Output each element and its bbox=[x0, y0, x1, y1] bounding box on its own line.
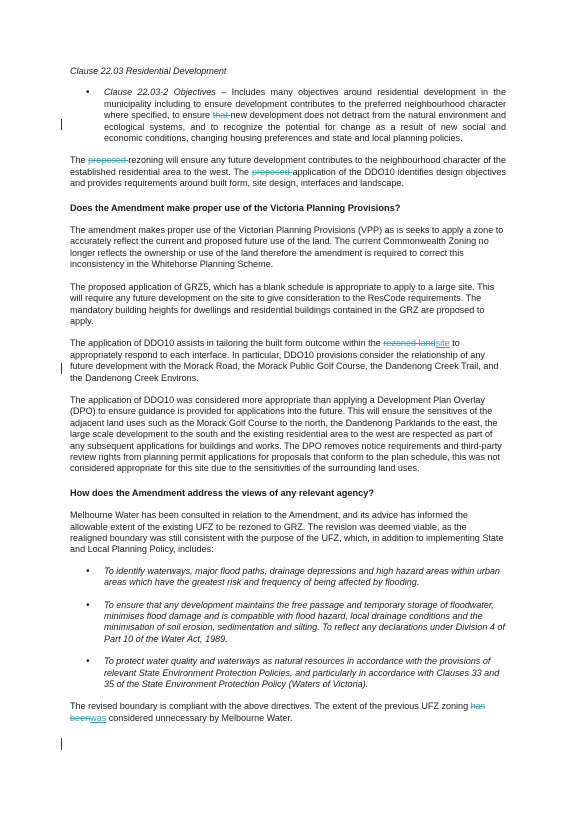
deleted-text: rezoned land bbox=[383, 338, 436, 349]
list-item: • To identify waterways, major flood paths, drainage depressions and high hazard areas within urban areas which have the greatest risk and frequency of being affected by flooding. bbox=[70, 566, 506, 589]
paragraph-rezoning bbox=[70, 155, 506, 189]
paragraph-revised-boundary bbox=[70, 701, 506, 724]
clause-title: Clause 22.03 Residential Development bbox=[70, 66, 227, 76]
text-run: The application of DDO10 assists in tailoring the built form outcome within the bbox=[70, 338, 384, 349]
deleted-text: that bbox=[212, 110, 231, 121]
text-run: The revised boundary is compliant with the above directives. The extent of the previous UFZ zoning bbox=[70, 701, 471, 712]
objective-lead: Clause 22.03-2 Objectives bbox=[104, 87, 216, 98]
list-item: • To protect water quality and waterways as natural resources in accordance with the provisions of relevant State Environment Protection Policies, and particularly in accordance with Clauses 33 and 35 of the State Environment Protection Policy (Waters of Victoria). bbox=[70, 656, 506, 690]
section-heading: Does the Amendment make proper use of the Victoria Planning Provisions? bbox=[70, 202, 401, 213]
inserted-text: site bbox=[435, 338, 450, 349]
section-heading: How does the Amendment address the views of any relevant agency? bbox=[70, 487, 374, 498]
paragraph-grz5: The proposed application of GRZ5, which has a blank schedule is appropriate to apply to a large site. This will require any future development on the site to give consideration to the ResCode requirements. The mandatory building heights for dwellings and residential buildings contained in the GRZ are proposed to apply. bbox=[70, 281, 495, 326]
paragraph-ddo10 bbox=[70, 338, 506, 384]
text-run: The bbox=[70, 155, 89, 166]
inserted-text: was bbox=[90, 712, 107, 723]
text-run: rezoning will ensure any future development contributes to the neighbourhood character of the established residential area to the west. The bbox=[70, 155, 506, 177]
deleted-text: proposed bbox=[251, 166, 293, 177]
ufz-purpose-list bbox=[70, 566, 506, 691]
paragraph-vpp: The amendment makes proper use of the Victorian Planning Provisions (VPP) as is seeks to apply a zone to accurately reflect the current and proposed future use of the land. The current Commonwealth Zoning no longer reflects the ownership or use of the land therefore the amendment is required to correct this inconsistency in the Whitehorse Planning Scheme. bbox=[70, 225, 504, 270]
text-run: to appropriately respond to each interface. In particular, DDO10 provisions consider the relationship of any future development with the Morack Road, the Morack Public Golf Course, the Dandenong Creek Trail, and the Dandenong Creek Environs. bbox=[70, 338, 499, 383]
change-bar bbox=[61, 119, 62, 130]
deleted-text: has been bbox=[70, 701, 486, 723]
list-item bbox=[70, 87, 506, 144]
paragraph-dpo: The application of DDO10 was considered more appropriate than applying a Development Plan Overlay (DPO) to ensure guidance is provided for applications into the future. This will ensure the sensitives of the adjacent land uses such as the Morack Golf Course to the north, the Dandenong Parklands to the east, the large scale development to the south and the existing residential area to the west are respected as part of any subsequent applications for buildings and works. The DPO removes notice requirements and third-party review rights from planning permit applications for proposals that conform to the plan schedule, this was not considered appropriate for this site due to the sensitivities of the surrounding land uses. bbox=[70, 394, 502, 474]
paragraph-melbourne-water: Melbourne Water has been consulted in relation to the Amendment, and its advice has informed the allowable extent of the existing UFZ to be rezoned to GRZ. The revision was deemed viable, as the realigned boundary was still consistent with the purpose of the UFZ, which, in addition to implementing State and Local Planning Policy, includes: bbox=[70, 510, 504, 555]
list-item: • To ensure that any development maintains the free passage and temporary storage of floodwater, minimises flood damage and is compatible with flood hazard, local drainage conditions and the minimisation of soil erosion, sedimentation and silting. To reflect any declarations under Division 4 of Part 10 of the Water Act, 1989. bbox=[70, 600, 506, 646]
change-bar bbox=[61, 738, 62, 750]
text-run: application of the DDO10 identifies design objectives and provides requirements around built form, site design, interfaces and landscape. bbox=[70, 166, 506, 189]
text-run: considered unnecessary by Melbourne Water. bbox=[106, 712, 293, 723]
objective-text: new development does not detract from the natural environment and ecological systems, and to recognize the potential for change as a result of new social and economic conditions, changing housing preferences and state and local planning policies. bbox=[104, 110, 506, 144]
document-page bbox=[70, 66, 506, 724]
deleted-text: proposed bbox=[88, 155, 129, 166]
change-bar bbox=[61, 363, 62, 374]
objectives-list bbox=[70, 87, 506, 144]
objective-text: – Includes many objectives around residential development in the municipality including to ensure development contributes to the preferred neighbourhood character where specified, to ensure bbox=[104, 87, 506, 121]
